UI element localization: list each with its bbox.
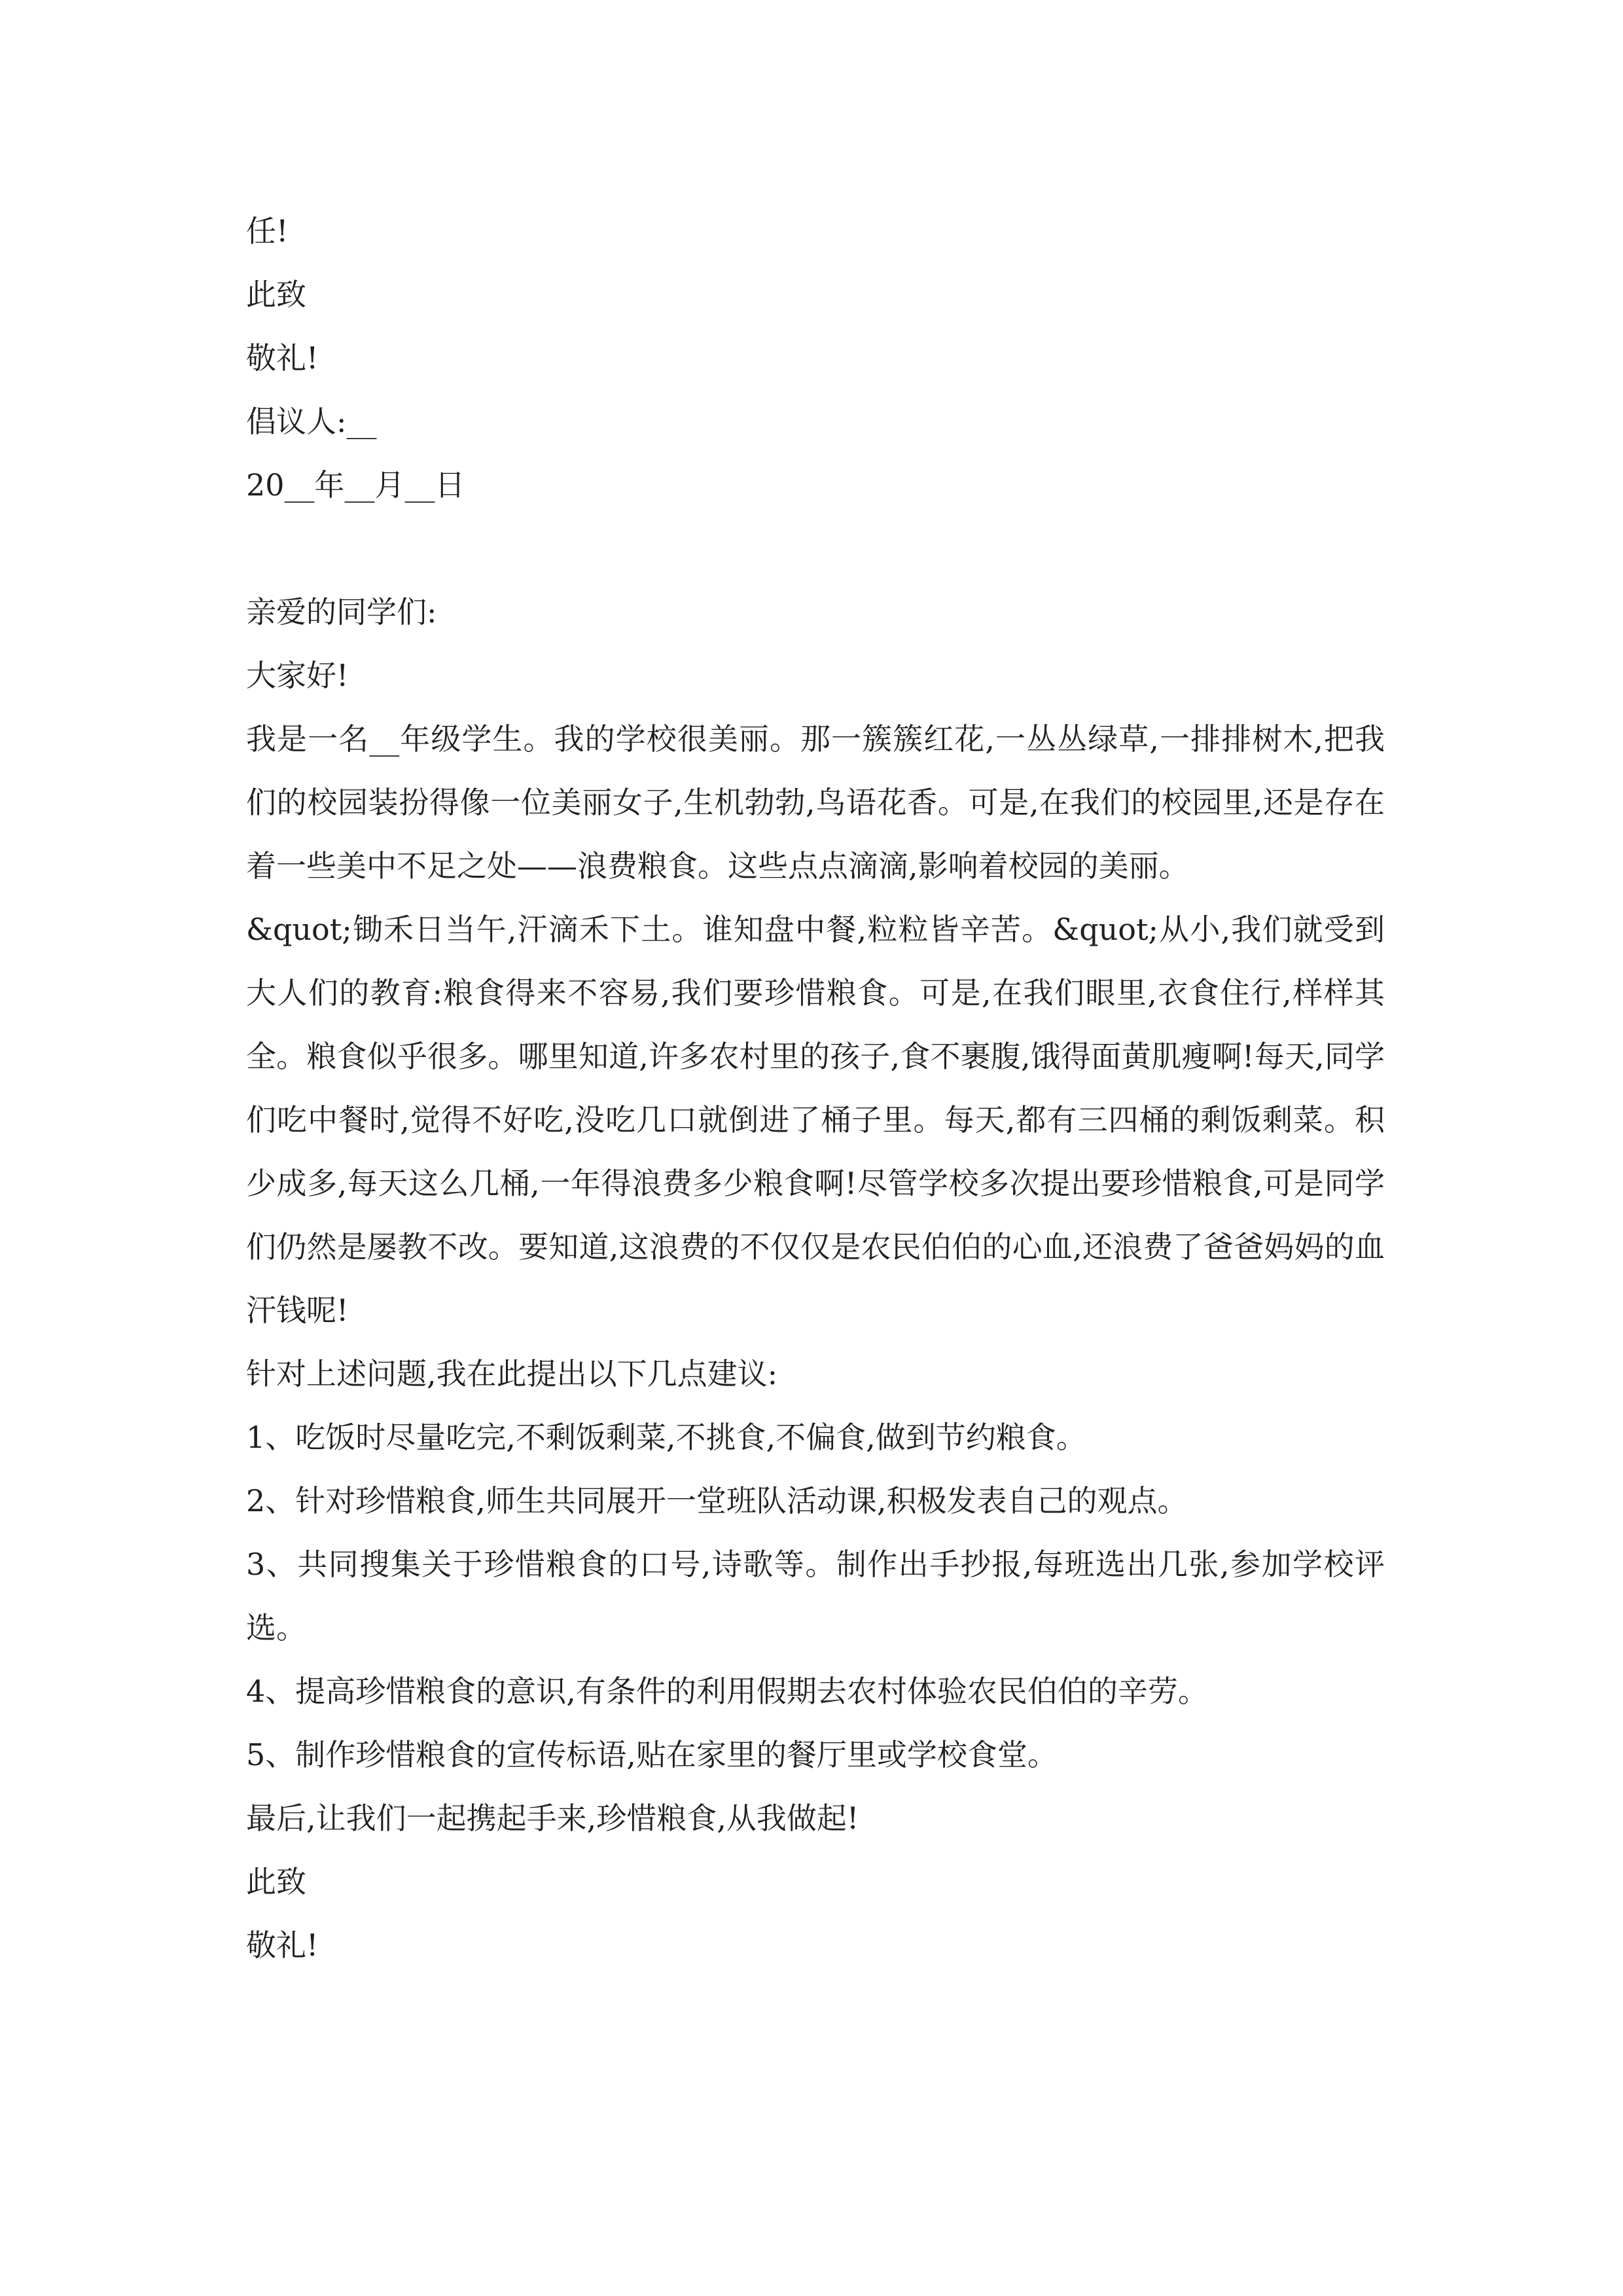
previous-letter-continuation: 任! bbox=[246, 213, 289, 249]
salutation: 敬礼! bbox=[246, 340, 319, 376]
closing-phrase: 此致 bbox=[246, 277, 306, 312]
date-line: 20__年__月__日 bbox=[246, 467, 465, 503]
paragraph-school: 我是一名__年级学生。我的学校很美丽。那一簇簇红花,一丛丛绿草,一排排树木,把我们的校园装扮得像一位美丽女子,生机勃勃,鸟语花香。可是,在我们的校园里,还是存在着一些美中不足之处——浪费粮食。这些点点滴滴,影响着校园的美丽。 bbox=[246, 721, 1385, 884]
suggestion-intro: 针对上述问题,我在此提出以下几点建议: bbox=[246, 1356, 778, 1391]
letter-body bbox=[246, 200, 1385, 1977]
suggestion-item: 2、针对珍惜粮食,师生共同展开一堂班队活动课,积极发表自己的观点。 bbox=[246, 1483, 1188, 1518]
hello-line: 大家好! bbox=[246, 658, 349, 693]
greeting: 亲爱的同学们: bbox=[246, 594, 437, 630]
paragraph-waste: &quot;锄禾日当午,汗滴禾下土。谁知盘中餐,粒粒皆辛苦。&quot;从小,我们就受到大人们的教育:粮食得来不容易,我们要珍惜粮食。可是,在我们眼里,衣食住行,样样其全。粮食似乎很多。哪里知道,许多农村里的孩子,食不裹腹,饿得面黄肌瘦啊!每天,同学们吃中餐时,觉得不好吃,没吃几口就倒进了桶子里。每天,都有三四桶的剩饭剩菜。积少成多,每天这么几桶,一年得浪费多少粮食啊!尽管学校多次提出要珍惜粮食,可是同学们仍然是屡教不改。要知道,这浪费的不仅仅是农民伯伯的心血,还浪费了爸爸妈妈的血汗钱呢! bbox=[246, 912, 1385, 1328]
section-gap bbox=[246, 517, 1385, 581]
suggestion-item: 1、吃饭时尽量吃完,不剩饭剩菜,不挑食,不偏食,做到节约粮食。 bbox=[246, 1420, 1086, 1455]
suggestion-item: 4、提高珍惜粮食的意识,有条件的利用假期去农村体验农民伯伯的辛劳。 bbox=[246, 1674, 1208, 1709]
proposer-line: 倡议人:__ bbox=[246, 404, 377, 439]
closing-phrase: 此致 bbox=[246, 1864, 306, 1899]
suggestion-item: 5、制作珍惜粮食的宣传标语,贴在家里的餐厅里或学校食堂。 bbox=[246, 1737, 1058, 1772]
suggestion-item: 3、共同搜集关于珍惜粮食的口号,诗歌等。制作出手抄报,每班选出几张,参加学校评选。 bbox=[246, 1547, 1385, 1645]
salutation: 敬礼! bbox=[246, 1928, 319, 1963]
conclusion: 最后,让我们一起携起手来,珍惜粮食,从我做起! bbox=[246, 1801, 859, 1836]
